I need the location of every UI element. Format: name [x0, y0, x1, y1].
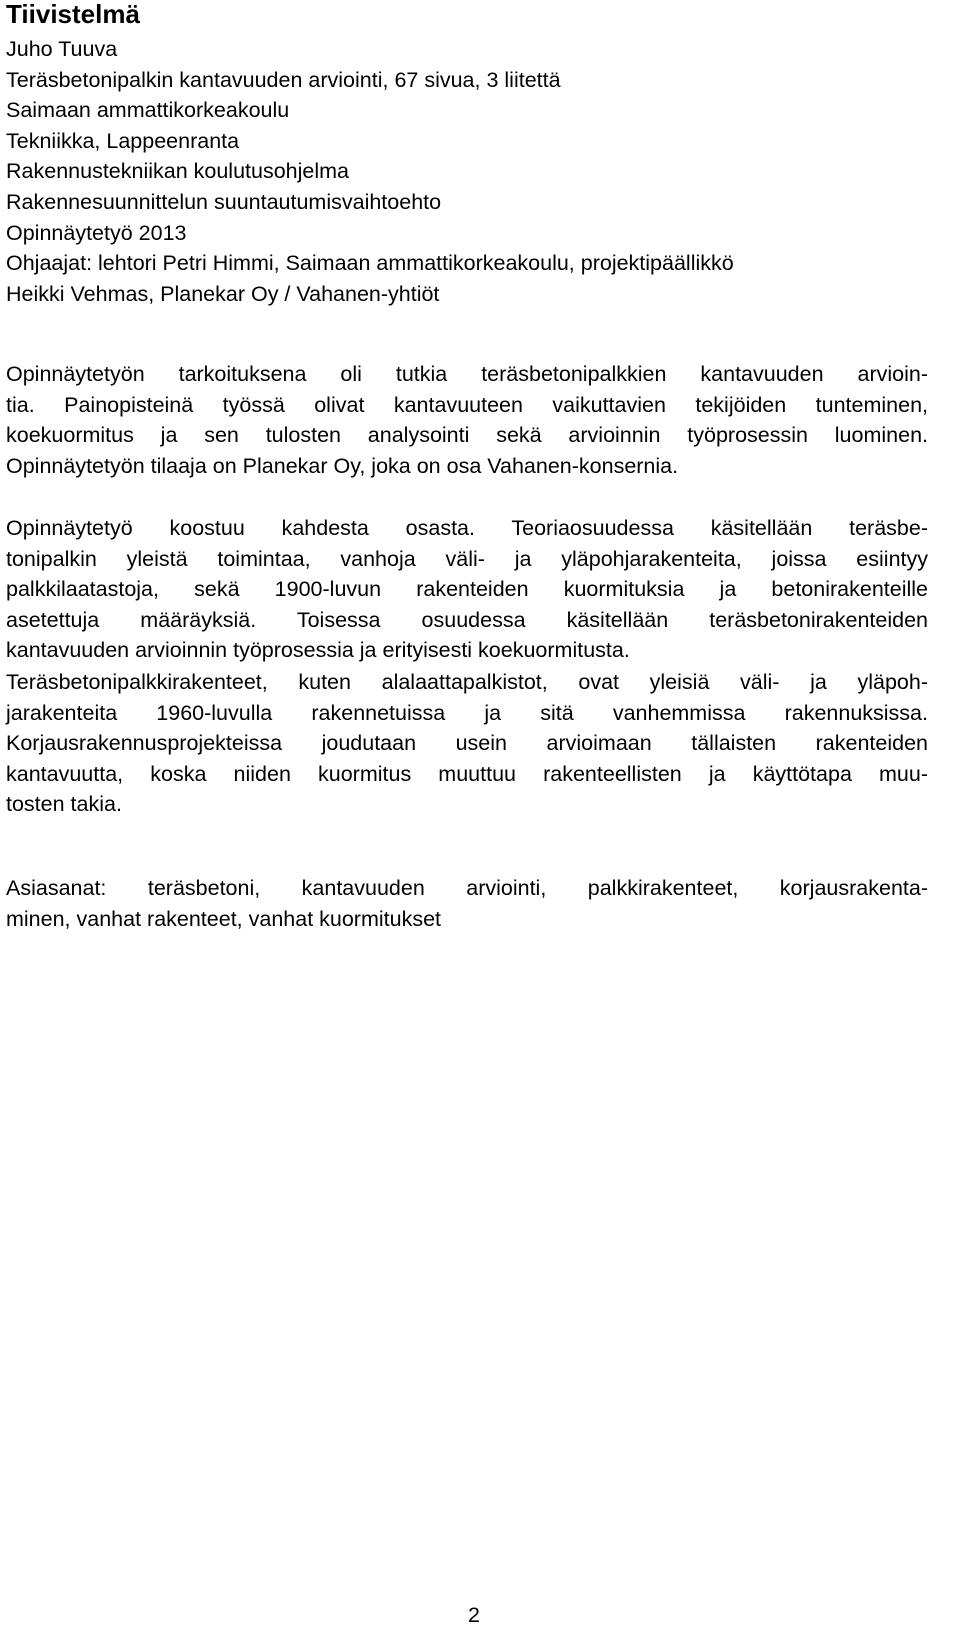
- thesis-metadata: [6, 34, 734, 309]
- page-number: 2: [468, 1603, 480, 1627]
- text-line: asetettuja määräyksiä. Toisessa osuudessa käsitellään teräsbetonirakenteiden: [6, 607, 928, 632]
- institution: Saimaan ammattikorkeakoulu: [6, 98, 290, 123]
- abstract-paragraph-background: [6, 667, 928, 820]
- text-line: jarakenteita 1960-luvulla rakennetuissa ja sitä vanhemmissa rakennuksissa.: [6, 700, 928, 725]
- author: Juho Tuuva: [6, 37, 118, 61]
- abstract-paragraph-structure: [6, 513, 928, 666]
- faculty-location: Tekniikka, Lappeenranta: [6, 128, 240, 153]
- supervisors-line-2: Heikki Vehmas, Planekar Oy / Vahanen-yhtiöt: [6, 281, 440, 306]
- text-line: Opinnäytetyö koostuu kahdesta osasta. Teoriaosuudessa käsitellään teräsbe-: [6, 516, 928, 540]
- text-line: kantavuuden arvioinnin työprosessia ja erityisesti koekuormitusta.: [6, 638, 630, 663]
- supervisors-line-1: Ohjaajat: lehtori Petri Himmi, Saimaan ammattikorkeakoulu, projektipäällikkö: [6, 251, 734, 276]
- text-line: tosten takia.: [6, 792, 122, 817]
- text-line: koekuormitus ja sen tulosten analysointi sekä arvioinnin työprosessin luominen.: [6, 423, 928, 448]
- abstract-paragraph-purpose: [6, 359, 928, 481]
- text-line: Teräsbetonipalkkirakenteet, kuten alalaattapalkistot, ovat yleisiä väli- ja yläpoh-: [6, 670, 928, 694]
- thesis-year: Opinnäytetyö 2013: [6, 220, 187, 245]
- specialisation: Rakennesuunnittelun suuntautumisvaihtoehto: [6, 189, 442, 214]
- degree-programme: Rakennustekniikan koulutusohjelma: [6, 159, 350, 184]
- page-title: Tiivistelmä: [6, 0, 140, 29]
- text-line: tonipalkin yleistä toimintaa, vanhoja väli- ja yläpohjarakenteita, joissa esiintyy: [6, 546, 928, 571]
- text-line: Opinnäytetyön tarkoituksena oli tutkia teräsbetonipalkkien kantavuuden arvioin-: [6, 362, 928, 386]
- text-line: Korjausrakennusprojekteissa joudutaan usein arvioimaan tällaisten rakenteiden: [6, 731, 928, 756]
- text-line: kantavuutta, koska niiden kuormitus muuttuu rakenteellisten ja käyttötapa muu-: [6, 761, 928, 786]
- text-line: Opinnäytetyön tilaaja on Planekar Oy, joka on osa Vahanen-konsernia.: [6, 453, 679, 478]
- text-line: tia. Painopisteinä työssä olivat kantavuuteen vaikuttavien tekijöiden tunteminen,: [6, 392, 928, 417]
- keywords-paragraph: [6, 873, 928, 934]
- text-line: minen, vanhat rakenteet, vanhat kuormitukset: [6, 906, 442, 931]
- text-line: Asiasanat: teräsbetoni, kantavuuden arviointi, palkkirakenteet, korjausrakenta-: [6, 876, 928, 900]
- thesis-title-line: Teräsbetonipalkin kantavuuden arviointi, 67 sivua, 3 liitettä: [6, 67, 561, 92]
- text-line: palkkilaatastoja, sekä 1900-luvun rakenteiden kuormituksia ja betonirakenteille: [6, 577, 928, 602]
